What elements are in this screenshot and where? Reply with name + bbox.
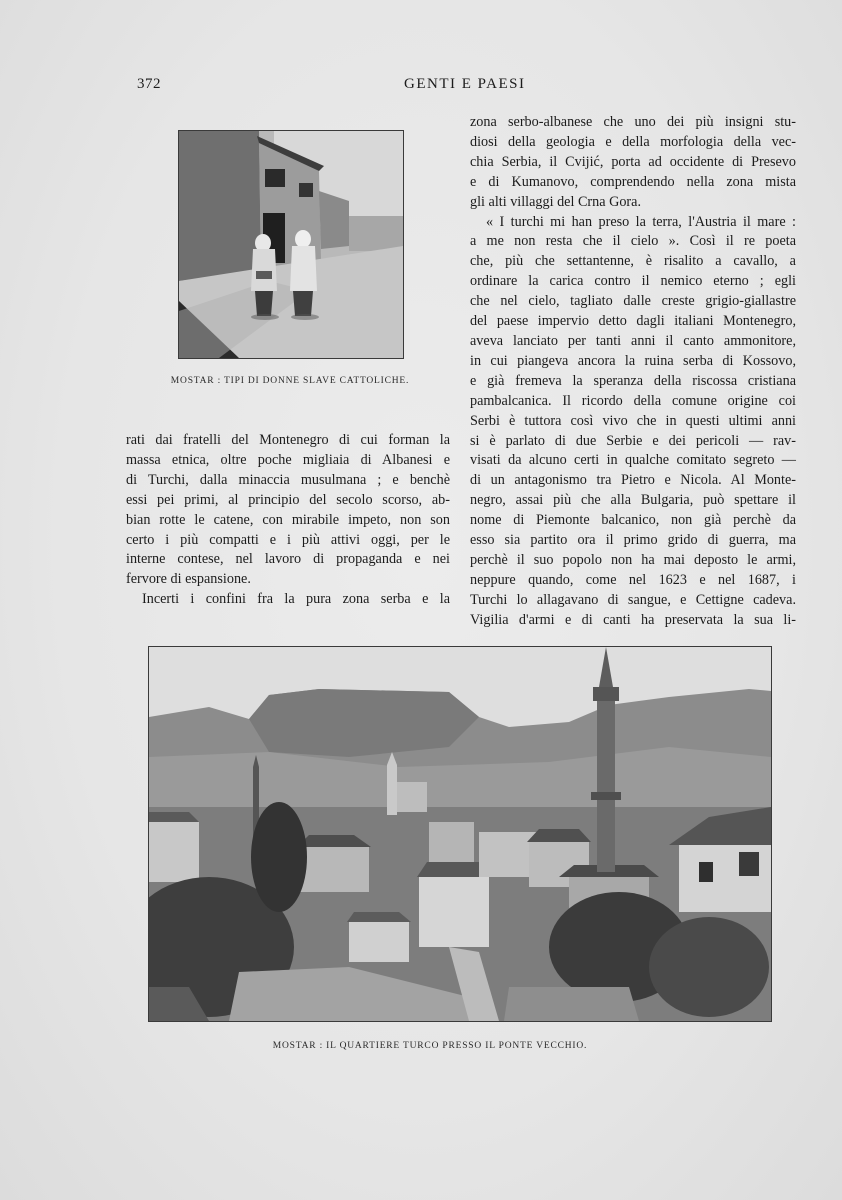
text-line: chia Serbia, il Cvijić, porta ad occidente di Presevo	[470, 153, 796, 170]
text-line: rati dai fratelli del Montenegro di cui forman la	[126, 432, 450, 448]
text-line: a me non resta che il cielo ». Così il re poeta	[470, 233, 796, 250]
photo-turkish-quarter	[148, 646, 772, 1022]
text-line: di Turchi, dalla minaccia musulmana ; e benchè	[126, 471, 450, 488]
running-title: GENTI E PAESI	[404, 76, 526, 92]
text-line: certo i più compatti e i più attivi oggi, per le	[126, 531, 450, 548]
text-line: in cui piangeva ancora la ruina serba di Kossovo,	[470, 352, 796, 369]
text-line: del paese impervio detto dagli italiani Montenegro,	[470, 313, 796, 330]
text-line: si è parlato di due Serbie e dei pericoli — rav-	[470, 432, 796, 449]
text-line: di un antagonismo tra Pietro e Nicola. Al Monte-	[470, 472, 796, 489]
text-line: pambalcanica. Il ricordo della comune origine coi	[470, 392, 796, 409]
text-line: Incerti i confini fra la pura zona serba e la	[142, 591, 450, 608]
left-text-column	[126, 431, 450, 610]
photo-women-street	[178, 130, 404, 359]
text-line: interne contese, nel lavoro di propaganda e nei	[126, 551, 450, 568]
text-line: gli alti villaggi del Crna Gora.	[470, 193, 641, 210]
text-line: zona serbo-albanese che uno dei più insigni stu-	[470, 114, 796, 130]
text-line: fervore di espansione.	[126, 571, 251, 588]
text-line: nome di Piemonte balcanico, non già perchè da	[470, 512, 796, 529]
bottom-figure-caption: MOSTAR : IL QUARTIERE TURCO PRESSO IL PONTE VECCHIO.	[272, 1041, 588, 1051]
text-line: esso sia partito ora il primo grido di guerra, ma	[470, 532, 796, 549]
text-line: che, più che settantenne, è risalito a cavallo, a	[470, 253, 796, 270]
text-line: visati da alcuno certi in qualche comitato segreto —	[470, 452, 796, 469]
text-line: che nel cielo, tagliato dalle creste grigio-giallastre	[470, 293, 796, 310]
text-line: perchè il suo popolo non ha mai deposto le armi,	[470, 551, 796, 568]
text-line: negro, assai più che alla Bulgaria, può spettare il	[470, 492, 796, 509]
text-line: Serbi è tuttora così vivo che in questi ultimi anni	[470, 412, 796, 429]
text-line: aveva lanciato per tanti anni il canto ammonitore,	[470, 332, 796, 349]
top-figure-caption: MOSTAR : TIPI DI DONNE SLAVE CATTOLICHE.	[170, 376, 410, 386]
text-line: e di Kumanovo, comprendendo nella zona mista	[470, 173, 796, 190]
text-line: diosi della geologia e della morfologia della vec-	[470, 133, 796, 150]
text-line: ordinare la carica contro il nemico eterno ; egli	[470, 273, 796, 290]
text-line: « I turchi mi han preso la terra, l'Austria il mare :	[486, 213, 796, 230]
page-number: 372	[137, 76, 161, 92]
right-text-column	[470, 113, 796, 631]
text-line: bian rotte le catene, con mirabile impeto, non son	[126, 511, 450, 528]
text-line: neppure quando, come nel 1623 e nel 1687, i	[470, 571, 796, 588]
text-line: essi pei primi, al principio del secolo scorso, ab-	[126, 491, 450, 508]
text-line: massa etnica, oltre poche migliaia di Albanesi e	[126, 451, 450, 468]
text-line: Turchi lo allagavano di sangue, e Cettigne cadeva.	[470, 591, 796, 608]
text-line: e già fremeva la speranza della riscossa cristiana	[470, 372, 796, 389]
text-line: Vigilia d'armi e di canti ha preservata la sua li-	[470, 611, 796, 628]
